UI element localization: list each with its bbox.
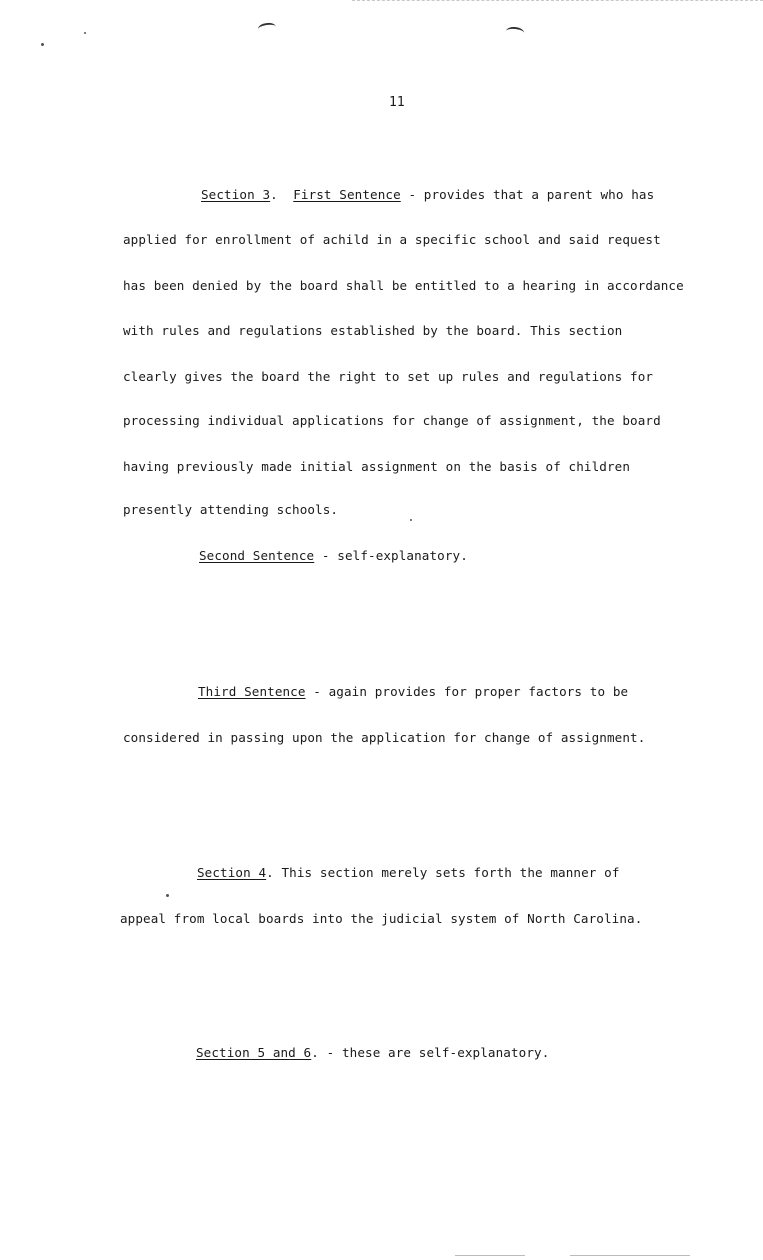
scan-speck — [166, 894, 169, 897]
second-sentence-text: - self-explanatory. — [314, 548, 468, 563]
binder-mark-left — [257, 22, 276, 34]
binder-mark-right — [506, 26, 525, 38]
second-sentence-heading: Second Sentence — [199, 548, 315, 563]
section4-heading: Section 4 — [197, 865, 267, 880]
section3-line7: having previously made initial assignment on the basis of children — [123, 459, 631, 474]
second-sentence-line — [199, 548, 468, 563]
section4-text: . This section merely sets forth the manner of — [266, 865, 620, 880]
page-number: 11 — [389, 95, 405, 110]
section3-line4: with rules and regulations established by the board. This section — [123, 323, 623, 338]
top-edge-perforation — [352, 0, 763, 4]
section3-heading: Section 3 — [201, 187, 271, 202]
scan-speck — [41, 43, 44, 46]
section3-heading-punct: . — [270, 187, 278, 202]
section5-6-text: . - these are self-explanatory. — [311, 1045, 550, 1060]
section5-6-heading: Section 5 and 6 — [196, 1045, 312, 1060]
section3-line1 — [201, 187, 654, 202]
first-sentence-text: - provides that a parent who has — [400, 187, 655, 202]
section3-line2: applied for enrollment of achild in a specific school and said request — [123, 232, 661, 247]
third-sentence-line1 — [198, 684, 628, 699]
third-sentence-text: - again provides for proper factors to be — [305, 684, 629, 699]
section3-line6: processing individual applications for change of assignment, the board — [123, 413, 661, 428]
third-sentence-line2: considered in passing upon the application for change of assignment. — [123, 730, 646, 745]
scan-speck — [84, 32, 86, 34]
section3-line5: clearly gives the board the right to set up rules and regulations for — [123, 369, 654, 384]
section5-6-line — [196, 1045, 549, 1060]
section3-line8: presently attending schools. — [123, 502, 339, 517]
section4-line1 — [197, 865, 620, 880]
first-sentence-heading: First Sentence — [293, 187, 401, 202]
bottom-edge-rule — [455, 1255, 525, 1256]
third-sentence-heading: Third Sentence — [198, 684, 306, 699]
section4-line2: appeal from local boards into the judicial system of North Carolina. — [120, 911, 643, 926]
scan-speck — [410, 519, 412, 521]
section3-line3: has been denied by the board shall be entitled to a hearing in accordance — [123, 278, 684, 293]
bottom-edge-rule — [570, 1255, 690, 1256]
